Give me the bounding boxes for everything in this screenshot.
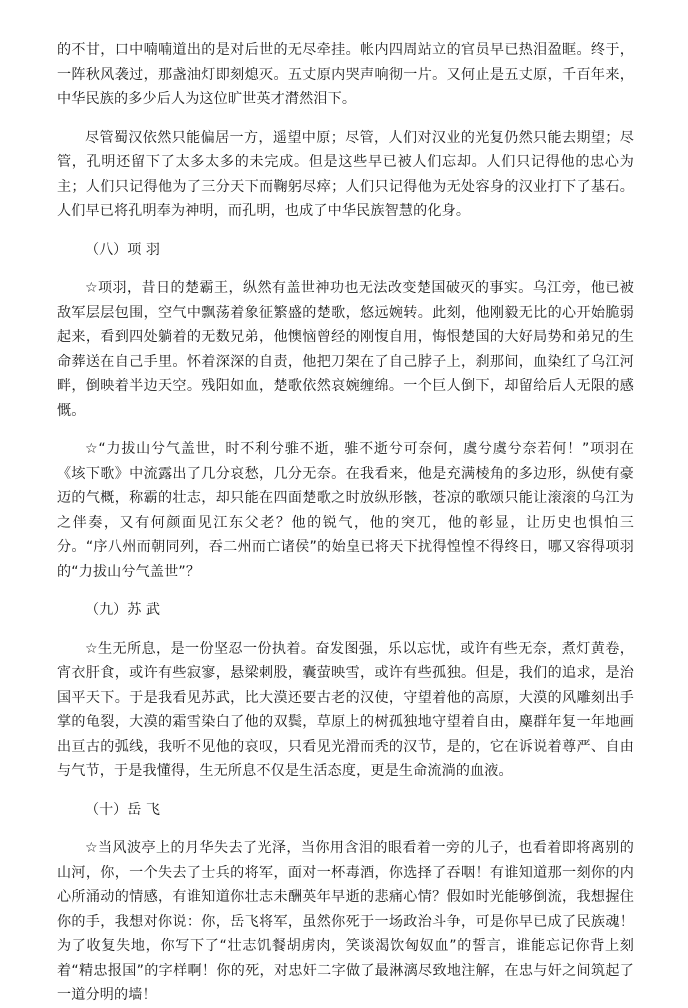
section-heading-yue-fei: （十）岳 飞 bbox=[85, 801, 160, 818]
paragraph-zhuge-ending: 的不甘，口中喃喃道出的是对后世的无尽牵挂。帐内四周站立的官员早已热泪盈眶。终于，一阵秋风袭过，那盏油灯即刻熄灭。五丈原内哭声响彻一片。又何止是五丈原，千百年来，中华民族的多少后人为这位旷世英才潸然泪下。 bbox=[57, 42, 634, 107]
document-page bbox=[57, 38, 634, 1008]
paragraph-gap bbox=[57, 224, 634, 238]
paragraph-yue-fei: ☆当风波亭上的月华失去了光泽，当你用含泪的眼看着一旁的儿子，也看着即将离别的山河，你，一个失去了士兵的将军，面对一杯毒酒，你选择了吞咽！有谁知道那一刻你的内心所涌动的情感，有谁知道你壮志未酬英年早逝的悲痛心情？假如时光能够倒流，我想握住你的手，我想对你说：你，岳飞将军，虽然你死于一场政治斗争，可是你早已成了民族魂！为了收复失地，你写下了“壮志饥餐胡虏肉，笑谈渴饮匈奴血”的誓言，谁能忘记你背上刻着“精忠报国”的字样啊！你的死，对忠奸二字做了最淋漓尽致地注解，在忠与奸之间筑起了一道分明的墙！ bbox=[57, 840, 634, 1003]
section-heading-xiang-yu: （八）项 羽 bbox=[85, 241, 160, 258]
paragraph-gap bbox=[57, 623, 634, 637]
paragraph-gap bbox=[57, 423, 634, 437]
paragraph-xiang-yu-1: ☆项羽，昔日的楚霸王，纵然有盖世神功也无法改变楚国破灭的事实。乌江旁，他已被敌军层层包围，空气中飘荡着象征繁盛的楚歌，悠远婉转。此刻，他刚毅无比的心开始脆弱起来，看到四处躺着的无数兄弟，他懊恼曾经的刚愎自用，悔恨楚国的大好局势和弟兄的生命葬送在自己手里。怀着深深的自责，他把刀架在了自己脖子上，刹那间，血染红了乌江河畔，倒映着半边天空。残阳如血，楚歌依然哀婉缠绵。一个巨人倒下，却留给后人无限的感慨。 bbox=[57, 280, 634, 419]
paragraph-gap bbox=[57, 784, 634, 798]
section-heading-su-wu: （九）苏 武 bbox=[85, 602, 160, 618]
paragraph-gap bbox=[57, 584, 634, 598]
paragraph-gap bbox=[57, 112, 634, 126]
paragraph-kongming-legacy: 尽管蜀汉依然只能偏居一方，遥望中原；尽管，人们对汉业的光复仍然只能去期望；尽管，孔明还留下了太多太多的未完成。但是这些早已被人们忘却。人们只记得他的忠心为主；人们只记得他为了三分天下而鞠躬尽瘁；人们只记得他为无处容身的汉业打下了基石。人们早已将孔明奉为神明，而孔明，也成了中华民族智慧的化身。 bbox=[57, 129, 634, 219]
paragraph-gap bbox=[57, 822, 634, 836]
paragraph-su-wu: ☆生无所息，是一份坚忍一份执着。奋发图强，乐以忘忧，或许有些无奈，煮灯黄卷，宵衣肝食，或许有些寂寥，悬梁刺股，囊萤映雪，或许有些孤独。但是，我们的追求，是治国平天下。于是我看见苏武，比大漠还要古老的汉使，守望着他的高原，大漠的风雕刻出手掌的龟裂，大漠的霜雪染白了他的双鬓，草原上的树孤独地守望着自由，麋群年复一年地画出亘古的弧线，我听不见他的哀叹，只看见光滑而秃的汉节，是的，它在诉说着尊严、自由与气节，于是我懂得，生无所息不仅是生活态度，更是生命流淌的血液。 bbox=[57, 640, 634, 779]
paragraph-gap bbox=[57, 262, 634, 276]
paragraph-xiang-yu-2: ☆“力拔山兮气盖世，时不利兮骓不逝，骓不逝兮可奈何，虞兮虞兮奈若何！”项羽在《垓下歌》中流露出了几分哀愁，几分无奈。在我看来，他是充满棱角的多边形，纵使有豪迈的气概，称霸的壮志，却只能在四面楚歌之时放纵形骸，苍凉的歌颂只能让滚滚的乌江为之伴奏，又有何颜面见江东父老？他的锐气，他的突兀，他的彰显，让历史也惧怕三分。“序八州而朝同列，吞二州而亡诸侯”的始皇已将天下扰得惶惶不得终日，哪又容得项羽的“力拔山兮气盖世”？ bbox=[57, 441, 634, 580]
